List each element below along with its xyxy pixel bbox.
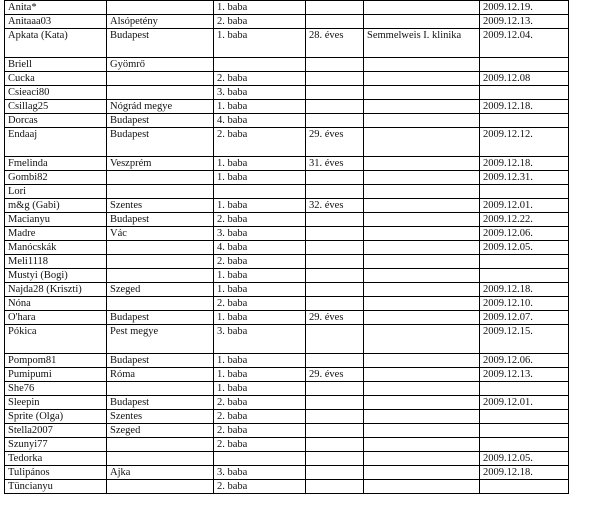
table-row xyxy=(5,213,569,227)
cell-date: 2009.12.31. xyxy=(480,171,569,185)
table-row xyxy=(5,410,569,424)
cell-baby: 1. baba xyxy=(214,29,306,58)
table-row xyxy=(5,58,569,72)
cell-place xyxy=(107,297,214,311)
table-row xyxy=(5,185,569,199)
cell-place: Budapest xyxy=(107,311,214,325)
cell-clinic xyxy=(364,15,480,29)
table-row xyxy=(5,466,569,480)
cell-name: Stella2007 xyxy=(5,424,107,438)
table-row xyxy=(5,438,569,452)
table-body xyxy=(5,1,569,494)
cell-clinic xyxy=(364,227,480,241)
cell-place: Szentes xyxy=(107,410,214,424)
cell-baby: 3. baba xyxy=(214,227,306,241)
cell-date: 2009.12.12. xyxy=(480,128,569,157)
cell-name: Sleepin xyxy=(5,396,107,410)
table-row xyxy=(5,86,569,100)
cell-date xyxy=(480,114,569,128)
cell-age: 29. éves xyxy=(306,311,364,325)
cell-date: 2009.12.06. xyxy=(480,354,569,368)
cell-place xyxy=(107,171,214,185)
cell-baby: 2. baba xyxy=(214,410,306,424)
cell-name: Tulipános xyxy=(5,466,107,480)
table-row xyxy=(5,100,569,114)
cell-age xyxy=(306,241,364,255)
cell-name: Manócskák xyxy=(5,241,107,255)
cell-age xyxy=(306,354,364,368)
cell-clinic xyxy=(364,452,480,466)
cell-name: Meli1118 xyxy=(5,255,107,269)
cell-place: Nógrád megye xyxy=(107,100,214,114)
table-row xyxy=(5,255,569,269)
cell-age xyxy=(306,58,364,72)
table-row xyxy=(5,283,569,297)
cell-name: Anitaaa03 xyxy=(5,15,107,29)
cell-date: 2009.12.01. xyxy=(480,396,569,410)
cell-place: Ajka xyxy=(107,466,214,480)
table-row xyxy=(5,128,569,157)
table-row xyxy=(5,396,569,410)
cell-age xyxy=(306,1,364,15)
cell-date: 2009.12.01. xyxy=(480,199,569,213)
cell-name: Endaaj xyxy=(5,128,107,157)
cell-clinic xyxy=(364,480,480,494)
cell-baby: 1. baba xyxy=(214,283,306,297)
table-row xyxy=(5,354,569,368)
cell-name: Csieaci80 xyxy=(5,86,107,100)
cell-baby: 2. baba xyxy=(214,213,306,227)
cell-age xyxy=(306,466,364,480)
cell-date: 2009.12.18. xyxy=(480,466,569,480)
cell-date xyxy=(480,86,569,100)
cell-age: 29. éves xyxy=(306,128,364,157)
cell-place xyxy=(107,86,214,100)
cell-age xyxy=(306,255,364,269)
cell-name: Pompom81 xyxy=(5,354,107,368)
cell-baby: 3. baba xyxy=(214,86,306,100)
cell-clinic xyxy=(364,157,480,171)
cell-date: 2009.12.22. xyxy=(480,213,569,227)
cell-place: Budapest xyxy=(107,396,214,410)
cell-clinic xyxy=(364,283,480,297)
cell-date: 2009.12.13. xyxy=(480,15,569,29)
cell-name: Najda28 (Kriszti) xyxy=(5,283,107,297)
cell-baby xyxy=(214,185,306,199)
cell-place: Budapest xyxy=(107,128,214,157)
cell-clinic xyxy=(364,396,480,410)
cell-date: 2009.12.18. xyxy=(480,100,569,114)
cell-place: Budapest xyxy=(107,114,214,128)
cell-age xyxy=(306,410,364,424)
cell-place xyxy=(107,241,214,255)
cell-baby: 1. baba xyxy=(214,199,306,213)
cell-name: Mustyi (Bogi) xyxy=(5,269,107,283)
table-row xyxy=(5,72,569,86)
table-row xyxy=(5,452,569,466)
table-row xyxy=(5,227,569,241)
cell-baby: 2. baba xyxy=(214,438,306,452)
cell-date: 2009.12.10. xyxy=(480,297,569,311)
cell-baby: 4. baba xyxy=(214,114,306,128)
table-row xyxy=(5,29,569,58)
cell-age xyxy=(306,269,364,283)
cell-date xyxy=(480,410,569,424)
cell-date: 2009.12.04. xyxy=(480,29,569,58)
cell-place xyxy=(107,438,214,452)
cell-clinic xyxy=(364,382,480,396)
cell-clinic xyxy=(364,354,480,368)
cell-baby: 1. baba xyxy=(214,269,306,283)
cell-age xyxy=(306,480,364,494)
cell-place: Pest megye xyxy=(107,325,214,354)
table-row xyxy=(5,157,569,171)
table-row xyxy=(5,1,569,15)
cell-date xyxy=(480,255,569,269)
cell-date xyxy=(480,269,569,283)
cell-age: 29. éves xyxy=(306,368,364,382)
cell-name: Pókica xyxy=(5,325,107,354)
cell-place: Alsópetény xyxy=(107,15,214,29)
cell-date: 2009.12.13. xyxy=(480,368,569,382)
cell-clinic xyxy=(364,86,480,100)
cell-place: Szeged xyxy=(107,424,214,438)
cell-clinic xyxy=(364,438,480,452)
table-row xyxy=(5,368,569,382)
cell-date: 2009.12.05. xyxy=(480,452,569,466)
cell-date xyxy=(480,382,569,396)
cell-age xyxy=(306,424,364,438)
cell-clinic xyxy=(364,368,480,382)
cell-age xyxy=(306,283,364,297)
cell-clinic xyxy=(364,58,480,72)
cell-name: Tüncianyu xyxy=(5,480,107,494)
cell-date xyxy=(480,424,569,438)
cell-name: Madre xyxy=(5,227,107,241)
cell-name: She76 xyxy=(5,382,107,396)
table-row xyxy=(5,241,569,255)
cell-baby: 1. baba xyxy=(214,100,306,114)
cell-baby: 2. baba xyxy=(214,72,306,86)
cell-place: Budapest xyxy=(107,29,214,58)
cell-place xyxy=(107,255,214,269)
cell-name: Csillag25 xyxy=(5,100,107,114)
cell-baby: 1. baba xyxy=(214,354,306,368)
cell-name: Cucka xyxy=(5,72,107,86)
cell-place xyxy=(107,72,214,86)
cell-place: Vác xyxy=(107,227,214,241)
cell-date: 2009.12.08 xyxy=(480,72,569,86)
table-row xyxy=(5,171,569,185)
cell-age xyxy=(306,100,364,114)
cell-baby: 1. baba xyxy=(214,1,306,15)
cell-place: Gyömrő xyxy=(107,58,214,72)
cell-place: Szeged xyxy=(107,283,214,297)
cell-age xyxy=(306,438,364,452)
cell-place xyxy=(107,452,214,466)
cell-date xyxy=(480,438,569,452)
cell-date: 2009.12.19. xyxy=(480,1,569,15)
cell-age xyxy=(306,396,364,410)
cell-date: 2009.12.18. xyxy=(480,157,569,171)
cell-age xyxy=(306,72,364,86)
cell-baby: 2. baba xyxy=(214,480,306,494)
cell-baby: 2. baba xyxy=(214,15,306,29)
cell-baby: 1. baba xyxy=(214,157,306,171)
cell-clinic xyxy=(364,297,480,311)
cell-baby: 3. baba xyxy=(214,325,306,354)
cell-age xyxy=(306,297,364,311)
cell-clinic xyxy=(364,311,480,325)
cell-clinic xyxy=(364,213,480,227)
cell-date xyxy=(480,480,569,494)
cell-name: Anita* xyxy=(5,1,107,15)
cell-baby: 1. baba xyxy=(214,171,306,185)
cell-age xyxy=(306,325,364,354)
cell-date: 2009.12.07. xyxy=(480,311,569,325)
cell-name: Apkata (Kata) xyxy=(5,29,107,58)
cell-date: 2009.12.15. xyxy=(480,325,569,354)
table-row xyxy=(5,199,569,213)
cell-age xyxy=(306,452,364,466)
cell-age xyxy=(306,213,364,227)
cell-baby: 2. baba xyxy=(214,255,306,269)
cell-baby xyxy=(214,452,306,466)
cell-clinic: Semmelweis I. klinika xyxy=(364,29,480,58)
cell-clinic xyxy=(364,128,480,157)
cell-place xyxy=(107,269,214,283)
cell-name: Macianyu xyxy=(5,213,107,227)
cell-clinic xyxy=(364,1,480,15)
cell-baby: 2. baba xyxy=(214,297,306,311)
cell-place xyxy=(107,480,214,494)
cell-clinic xyxy=(364,424,480,438)
cell-baby: 2. baba xyxy=(214,424,306,438)
cell-baby: 4. baba xyxy=(214,241,306,255)
cell-baby: 3. baba xyxy=(214,466,306,480)
cell-clinic xyxy=(364,255,480,269)
cell-age xyxy=(306,171,364,185)
cell-name: m&g (Gabi) xyxy=(5,199,107,213)
cell-name: Dorcas xyxy=(5,114,107,128)
table-row xyxy=(5,325,569,354)
cell-place xyxy=(107,1,214,15)
cell-clinic xyxy=(364,199,480,213)
cell-date xyxy=(480,58,569,72)
cell-date: 2009.12.05. xyxy=(480,241,569,255)
cell-name: Sprite (Olga) xyxy=(5,410,107,424)
cell-baby: 1. baba xyxy=(214,382,306,396)
cell-age xyxy=(306,227,364,241)
cell-place xyxy=(107,382,214,396)
cell-name: Nóna xyxy=(5,297,107,311)
cell-clinic xyxy=(364,466,480,480)
cell-baby: 1. baba xyxy=(214,368,306,382)
table-row xyxy=(5,424,569,438)
table-row xyxy=(5,269,569,283)
cell-clinic xyxy=(364,269,480,283)
cell-place xyxy=(107,185,214,199)
cell-date: 2009.12.06. xyxy=(480,227,569,241)
cell-clinic xyxy=(364,171,480,185)
cell-baby: 2. baba xyxy=(214,396,306,410)
cell-name: Lori xyxy=(5,185,107,199)
table-row xyxy=(5,382,569,396)
cell-baby: 1. baba xyxy=(214,311,306,325)
cell-age xyxy=(306,114,364,128)
cell-date: 2009.12.18. xyxy=(480,283,569,297)
cell-name: Pumipumi xyxy=(5,368,107,382)
cell-age: 32. éves xyxy=(306,199,364,213)
cell-baby: 2. baba xyxy=(214,128,306,157)
document-page xyxy=(4,0,568,494)
cell-age: 31. éves xyxy=(306,157,364,171)
cell-clinic xyxy=(364,410,480,424)
table-row xyxy=(5,114,569,128)
cell-clinic xyxy=(364,185,480,199)
table-row xyxy=(5,297,569,311)
cell-name: Tedorka xyxy=(5,452,107,466)
cell-name: Szunyi77 xyxy=(5,438,107,452)
cell-age xyxy=(306,382,364,396)
table-row xyxy=(5,480,569,494)
cell-clinic xyxy=(364,100,480,114)
cell-age xyxy=(306,86,364,100)
cell-clinic xyxy=(364,241,480,255)
cell-place: Budapest xyxy=(107,213,214,227)
cell-clinic xyxy=(364,325,480,354)
cell-place: Budapest xyxy=(107,354,214,368)
cell-date xyxy=(480,185,569,199)
cell-place: Szentes xyxy=(107,199,214,213)
members-table xyxy=(4,0,569,494)
cell-age xyxy=(306,185,364,199)
cell-age xyxy=(306,15,364,29)
cell-name: Gombi82 xyxy=(5,171,107,185)
table-row xyxy=(5,15,569,29)
cell-name: O'hara xyxy=(5,311,107,325)
cell-clinic xyxy=(364,114,480,128)
cell-place: Róma xyxy=(107,368,214,382)
cell-age: 28. éves xyxy=(306,29,364,58)
cell-name: Briell xyxy=(5,58,107,72)
table-row xyxy=(5,311,569,325)
cell-baby xyxy=(214,58,306,72)
cell-clinic xyxy=(364,72,480,86)
cell-place: Veszprém xyxy=(107,157,214,171)
cell-name: Fmelinda xyxy=(5,157,107,171)
